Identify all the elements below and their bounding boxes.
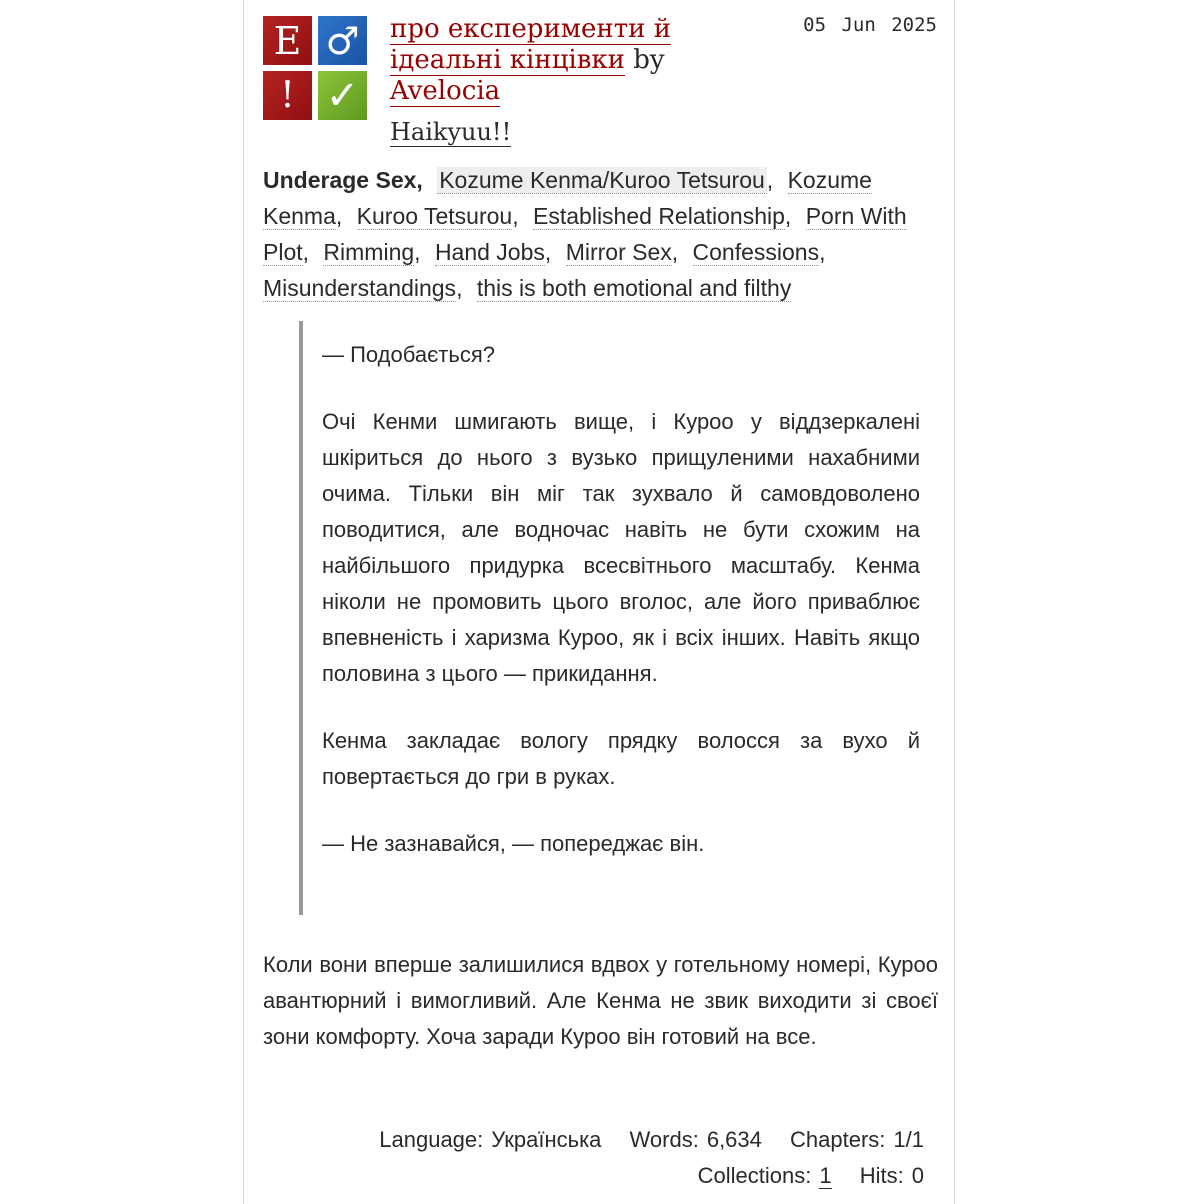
stat-value: Українська: [491, 1127, 602, 1152]
stat-label: Chapters:: [790, 1127, 886, 1152]
tag-list: [263, 162, 933, 306]
tag-freeform[interactable]: Porn With Plot: [263, 203, 907, 265]
tag-separator: ,: [819, 239, 826, 265]
tag-freeform[interactable]: Confessions: [692, 239, 820, 265]
tag-freeform[interactable]: Misunderstandings: [263, 275, 457, 301]
stat-label: Words:: [629, 1127, 699, 1152]
stat-words: [630, 1127, 762, 1152]
stat-chapters: [790, 1127, 924, 1152]
collections-link[interactable]: 1: [819, 1163, 832, 1188]
tag-character-kuroo[interactable]: Kuroo Tetsurou: [356, 203, 513, 229]
required-tags: [263, 16, 369, 122]
stat-label: Hits:: [859, 1163, 904, 1188]
tag-character-kenma[interactable]: Kozume Kenma: [263, 167, 872, 229]
tag-freeform[interactable]: Mirror Sex: [565, 239, 672, 265]
summary-paragraph: Коли вони вперше залишилися вдвох у готельному номері, Куроо авантюрний і вимогливий. Але Кенма не звик виходити зі своєї зони комфорту. Хоча заради Куроо він готовий на все.: [263, 952, 938, 1049]
work-blurb: [243, 0, 955, 1204]
tag-separator: ,: [766, 167, 774, 193]
complete-work-icon[interactable]: ✓: [318, 71, 367, 120]
category-mm-icon[interactable]: ♂: [318, 16, 367, 65]
stat-label: Collections:: [697, 1163, 812, 1188]
summary-blockquote: [299, 321, 920, 915]
tag-freeform[interactable]: Hand Jobs: [434, 239, 545, 265]
stat-collections: [698, 1163, 832, 1188]
stat-value: 1/1: [893, 1127, 924, 1152]
stat-language: [379, 1127, 601, 1152]
work-title-link[interactable]: про експерименти й ідеальні кінцівки: [390, 14, 672, 75]
tag-separator: ,: [335, 203, 343, 229]
work-stats: [284, 1122, 924, 1194]
tag-warning[interactable]: Underage Sex,: [263, 167, 423, 193]
tag-separator: ,: [414, 239, 421, 265]
work-heading: [390, 14, 720, 107]
fandom-link[interactable]: Haikyuu!!: [390, 118, 512, 146]
tag-relationship[interactable]: Kozume Kenma/Kuroo Tetsurou: [439, 167, 765, 193]
tag-separator: ,: [784, 203, 792, 229]
fandom: [390, 118, 511, 146]
summary-quote-paragraph: Кенма закладає вологу прядку волосся за вухо й повертається до гри в руках.: [322, 728, 920, 789]
stat-value: 6,634: [706, 1127, 762, 1152]
tag-separator: ,: [456, 275, 463, 301]
summary-quote-paragraph: Очі Кенми шмигають вище, і Куроо у віддзеркалені шкіриться до нього з вузько прищуленими нахабними очима. Тільки він міг так зухвало й самовдоволено поводитися, але водночас навіть не бути схожим на найбільшого придурка всесвітнього масштабу. Кенма ніколи не промовить цього вголос, але його приваблює впевненість і харизма Куроо, як і всіх інших. Навіть якщо половина з цього — прикидання.: [322, 409, 920, 686]
warning-icon[interactable]: !: [263, 71, 312, 120]
summary-quote-paragraph: — Не зазнавайся, — попереджає він.: [322, 831, 705, 856]
publish-date: 05 Jun 2025: [803, 14, 937, 36]
tag-separator: ,: [512, 203, 519, 229]
rating-explicit-icon[interactable]: E: [263, 16, 312, 65]
author-link[interactable]: Avelocia: [390, 76, 501, 106]
stat-label: Language:: [379, 1127, 484, 1152]
tag-freeform[interactable]: Established Relationship: [533, 203, 785, 229]
tag-freeform[interactable]: Rimming: [323, 239, 415, 265]
tag-separator: ,: [302, 239, 310, 265]
tag-separator: ,: [544, 239, 552, 265]
tag-separator: ,: [671, 239, 679, 265]
stat-hits: [860, 1163, 924, 1188]
by-label: by: [633, 45, 665, 75]
tag-freeform[interactable]: this is both emotional and filthy: [476, 275, 792, 301]
summary-quote-paragraph: — Подобається?: [322, 342, 495, 367]
stat-value: 0: [911, 1163, 924, 1188]
